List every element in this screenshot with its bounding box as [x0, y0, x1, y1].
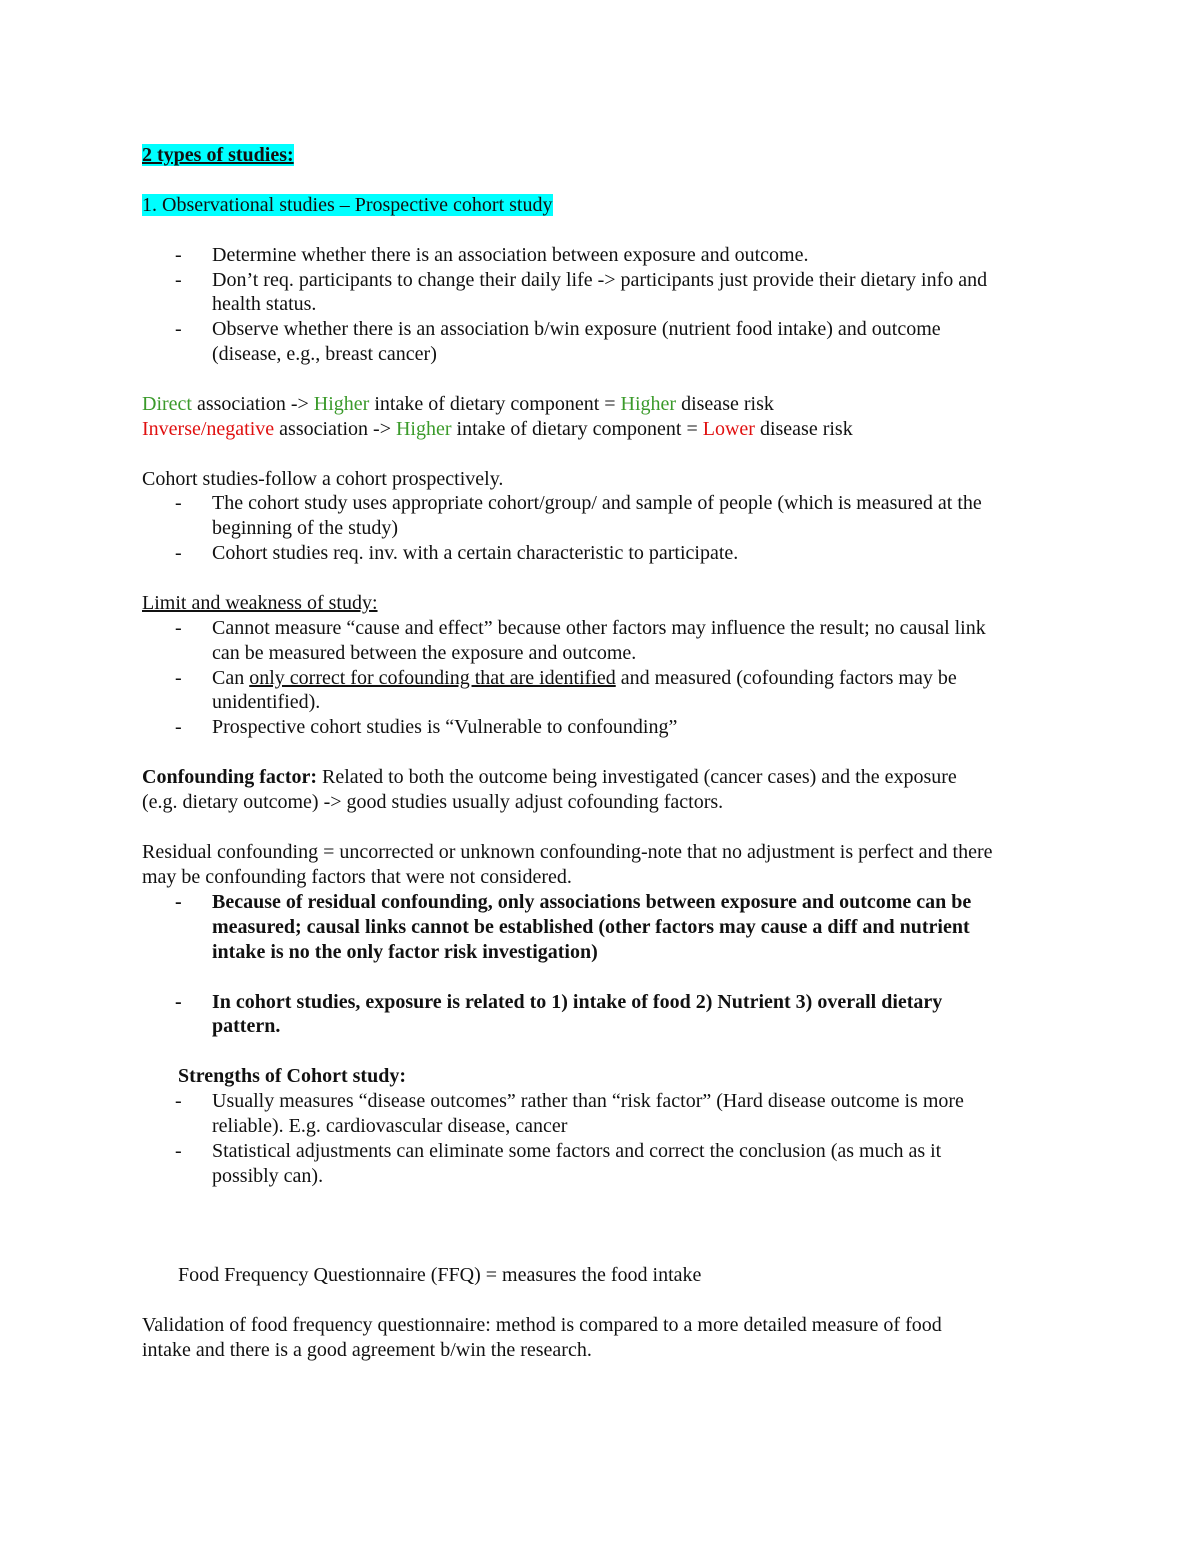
- text-span: Related to both the outcome being investigated (cancer cases) and the exposure: [317, 766, 957, 788]
- validation-line-2: intake and there is a good agreement b/win the research.: [142, 1339, 592, 1361]
- bullet-dash: -: [175, 1090, 182, 1112]
- strengths-bullet-1-cont: reliable). E.g. cardiovascular disease, cancer: [212, 1115, 568, 1137]
- text-span: disease risk: [754, 418, 853, 440]
- bullet-dash: -: [175, 667, 182, 689]
- cohort-bullet-1-cont: beginning of the study): [212, 517, 399, 539]
- higher-word: Higher: [395, 418, 452, 440]
- strengths-bullet-2-cont: possibly can).: [212, 1165, 324, 1187]
- confounding-definition-cont: (e.g. dietary outcome) -> good studies usually adjust cofounding factors.: [142, 791, 724, 813]
- strengths-bullet-1: Usually measures “disease outcomes” rather than “risk factor” (Hard disease outcome is more: [212, 1090, 964, 1112]
- residual-line-2: may be confounding factors that were not considered.: [142, 866, 572, 888]
- bullet-dash: -: [175, 1140, 182, 1162]
- text-span: Can: [212, 667, 250, 689]
- bullet-dash: -: [175, 269, 182, 291]
- limit-bullet-3: Prospective cohort studies is “Vulnerable to confounding”: [212, 716, 678, 738]
- text-span: disease risk: [676, 393, 774, 415]
- confounding-definition: [142, 765, 957, 790]
- bullet-dash: -: [175, 991, 182, 1013]
- bullet-dash: -: [175, 617, 182, 639]
- bullet-dash: -: [175, 318, 182, 340]
- cohort-bullet-1: The cohort study uses appropriate cohort/group/ and sample of people (which is measured at the: [212, 492, 982, 514]
- limit-bullet-2: [212, 666, 957, 691]
- text-span: association ->: [274, 418, 396, 440]
- strengths-title: Strengths of Cohort study:: [178, 1065, 406, 1087]
- heading-text: 2 types of studies:: [142, 144, 294, 166]
- obs-bullet-3-cont: (disease, e.g., breast cancer): [212, 343, 437, 365]
- higher-word: Higher: [313, 393, 370, 415]
- bold-bullet-1: Because of residual confounding, only associations between exposure and outcome can be: [212, 891, 972, 913]
- cohort-intro: Cohort studies-follow a cohort prospectively.: [142, 468, 504, 490]
- obs-bullet-2-cont: health status.: [212, 293, 317, 315]
- section1-title-text: 1. Observational studies – Prospective cohort study: [142, 194, 553, 216]
- heading: [142, 143, 294, 168]
- bullet-dash: -: [175, 891, 182, 913]
- text-span: intake of dietary component =: [451, 418, 703, 440]
- ffq-definition: Food Frequency Questionnaire (FFQ) = measures the food intake: [178, 1264, 702, 1286]
- section1-title: [142, 193, 553, 218]
- direct-association-line: [142, 392, 774, 417]
- limit-title: Limit and weakness of study:: [142, 592, 378, 614]
- inverse-word: Inverse/negative: [142, 418, 275, 440]
- obs-bullet-2: Don’t req. participants to change their daily life -> participants just provide their dietary info and: [212, 269, 988, 291]
- underlined-text: only correct for cofounding that are identified: [249, 667, 616, 689]
- bullet-dash: -: [175, 716, 182, 738]
- bold-bullet-1-cont2: intake is no the only factor risk investigation): [212, 941, 598, 963]
- obs-bullet-1: Determine whether there is an association between exposure and outcome.: [212, 244, 809, 266]
- bold-bullet-1-cont: measured; causal links cannot be established (other factors may cause a diff and nutrient: [212, 916, 970, 938]
- obs-bullet-3: Observe whether there is an association b/win exposure (nutrient food intake) and outcome: [212, 318, 941, 340]
- bold-bullet-2: In cohort studies, exposure is related to 1) intake of food 2) Nutrient 3) overall dietary: [212, 991, 943, 1013]
- text-span: association ->: [191, 393, 314, 415]
- bullet-dash: -: [175, 542, 182, 564]
- residual-line-1: Residual confounding = uncorrected or unknown confounding-note that no adjustment is perfect and there: [142, 841, 993, 863]
- bullet-dash: -: [175, 492, 182, 514]
- cohort-bullet-2: Cohort studies req. inv. with a certain characteristic to participate.: [212, 542, 739, 564]
- direct-word: Direct: [142, 393, 192, 415]
- lower-word: Lower: [702, 418, 755, 440]
- limit-bullet-1-cont: can be measured between the exposure and outcome.: [212, 642, 637, 664]
- higher-word: Higher: [620, 393, 677, 415]
- inverse-association-line: [142, 417, 853, 442]
- bold-bullet-2-cont: pattern.: [212, 1015, 281, 1037]
- validation-line-1: Validation of food frequency questionnaire: method is compared to a more detailed measure of food: [142, 1314, 942, 1336]
- text-span: and measured (cofounding factors may be: [615, 667, 957, 689]
- confounding-term: Confounding factor:: [142, 766, 318, 788]
- limit-bullet-1: Cannot measure “cause and effect” because other factors may influence the result; no causal link: [212, 617, 986, 639]
- text-span: intake of dietary component =: [369, 393, 621, 415]
- bullet-dash: -: [175, 244, 182, 266]
- limit-bullet-2-cont: unidentified).: [212, 691, 321, 713]
- strengths-bullet-2: Statistical adjustments can eliminate some factors and correct the conclusion (as much as it: [212, 1140, 942, 1162]
